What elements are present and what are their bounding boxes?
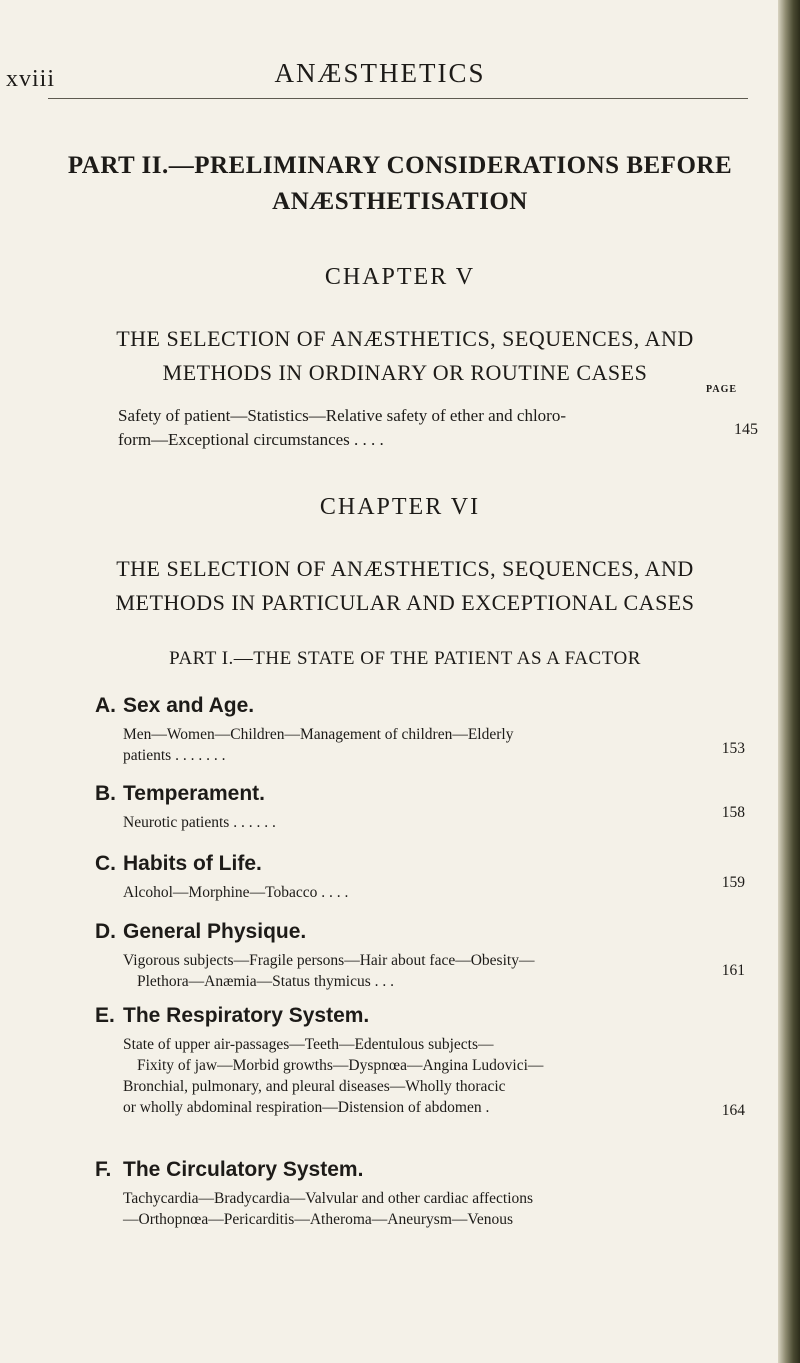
chapter-v-entry-line1: Safety of patient—Statistics—Relative safety of ether and chloro-: [118, 406, 567, 425]
section-page: 161: [721, 962, 745, 979]
chapter-v-entry-line2: form—Exceptional circumstances . . . .: [118, 430, 384, 449]
section-heading: Sex and Age.: [123, 694, 255, 717]
section-line: State of upper air-passages—Teeth—Edentulous subjects—: [123, 1036, 494, 1053]
chapter-vi-subhead-1: THE SELECTION OF ANÆSTHETICS, SEQUENCES, AND: [116, 556, 694, 581]
section-line: Bronchial, pulmonary, and pleural diseases—Wholly thoracic: [123, 1078, 506, 1095]
section-letter: C.: [95, 852, 116, 875]
section-page: 158: [721, 804, 745, 821]
page-header: [0, 50, 760, 90]
chapter-vi-part-heading: PART I.—THE STATE OF THE PATIENT AS A FACTOR: [169, 648, 641, 669]
section-letter: E.: [95, 1004, 115, 1027]
part-title-line1: PART II.—PRELIMINARY CONSIDERATIONS BEFORE: [67, 152, 733, 179]
section-description: [123, 1188, 693, 1230]
section-letter: D.: [95, 920, 116, 943]
section-line: Fixity of jaw—Morbid growths—Dyspnœa—Angina Ludovici—: [137, 1057, 544, 1074]
section-line: Neurotic patients . . . . . .: [123, 814, 276, 831]
section-heading: The Respiratory System.: [123, 1004, 370, 1027]
section-page: 164: [721, 1102, 745, 1119]
section-description: [123, 882, 693, 903]
section-line: Vigorous subjects—Fragile persons—Hair about face—Obesity—: [123, 952, 535, 969]
section-description: [123, 1034, 693, 1118]
chapter-vi-title: CHAPTER VI: [319, 494, 481, 520]
section-letter: A.: [95, 694, 116, 717]
section-description: [123, 812, 693, 833]
section-line: Tachycardia—Bradycardia—Valvular and other cardiac affections: [123, 1190, 534, 1207]
section-line: Alcohol—Morphine—Tobacco . . . .: [123, 884, 349, 901]
section-letter: B.: [95, 782, 116, 805]
running-title: ANÆSTHETICS: [274, 58, 486, 88]
section-description: [123, 950, 693, 992]
part-title-line2: ANÆSTHETISATION: [272, 188, 528, 215]
section-line: Men—Women—Children—Management of children—Elderly: [123, 726, 514, 743]
section-heading: The Circulatory System.: [123, 1158, 364, 1181]
section-heading: Habits of Life.: [123, 852, 262, 875]
chapter-v-entry-page: 145: [734, 421, 758, 438]
chapter-v-entry: [118, 404, 758, 452]
chapter-v-subhead-2: METHODS IN ORDINARY OR ROUTINE CASES: [162, 360, 648, 385]
page-column-label: PAGE: [706, 384, 738, 395]
section-letter: F.: [95, 1158, 112, 1181]
section-heading: Temperament.: [123, 782, 265, 805]
section-line: patients . . . . . . .: [123, 747, 226, 764]
section-heading: General Physique.: [123, 920, 307, 943]
section-line: —Orthopnœa—Pericarditis—Atheroma—Aneurysm—Venous: [123, 1211, 514, 1228]
section-line: Plethora—Anæmia—Status thymicus . . .: [137, 973, 395, 990]
chapter-v-title: CHAPTER V: [324, 264, 476, 290]
section-page: 153: [721, 740, 745, 757]
section-line: or wholly abdominal respiration—Distension of abdomen .: [123, 1099, 490, 1116]
chapter-v-subhead-1: THE SELECTION OF ANÆSTHETICS, SEQUENCES, AND: [116, 326, 694, 351]
section-page: 159: [721, 874, 745, 891]
chapter-vi-subhead-2: METHODS IN PARTICULAR AND EXCEPTIONAL CASES: [115, 590, 695, 615]
header-rule: [48, 98, 748, 99]
roman-page-number: xviii: [6, 66, 56, 92]
section-description: [123, 724, 693, 766]
page-edge: [778, 0, 800, 1363]
